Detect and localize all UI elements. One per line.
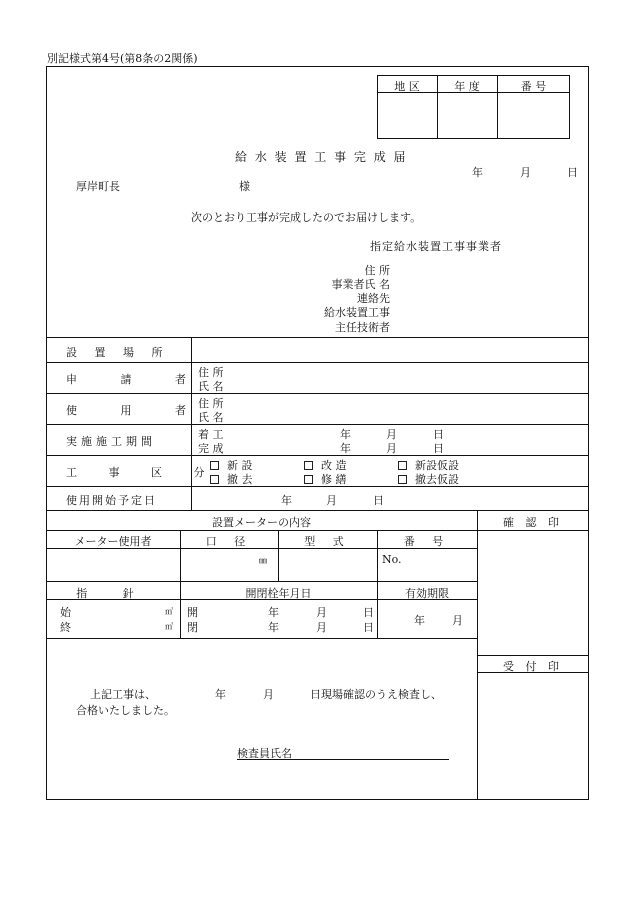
inspection-text-b: 日現場確認のうえ検査し、 (310, 688, 442, 701)
m3-unit: ㎥ (165, 622, 173, 631)
expiry-month: 月 (452, 614, 463, 627)
m3-unit: ㎥ (165, 607, 173, 616)
engineer-label-1: 給水装置工事 (324, 306, 390, 319)
inspection-month: 月 (263, 688, 274, 701)
form-reference: 別記様式第4号(第8条の2関係) (47, 52, 198, 65)
checkbox[interactable] (210, 475, 219, 484)
user-name-label: 氏 名 (198, 411, 224, 424)
row-label-use-start: 使用開始予定日 (66, 494, 157, 507)
open-month: 月 (316, 606, 327, 619)
expiry-header: 有効期限 (405, 587, 449, 600)
mm-unit: ㎜ (259, 556, 267, 565)
engineer-label-2: 主任技術者 (335, 321, 390, 334)
complete-label: 完 成 (198, 442, 224, 455)
model-header: 型 式 (304, 535, 351, 548)
row-label-applicant: 申 請 者 (66, 373, 206, 386)
close-day: 日 (363, 621, 374, 634)
start-day-label: 日 (433, 428, 444, 441)
id-year-field[interactable] (438, 94, 496, 138)
diameter-header: 口 径 (205, 535, 253, 548)
valve-date-header: 開閉栓年月日 (245, 587, 312, 600)
start-label: 着 工 (198, 428, 224, 441)
open-day: 日 (363, 606, 374, 619)
row-line (46, 424, 589, 425)
applicant-field[interactable] (240, 363, 588, 392)
confirm-seal-label: 確 認 印 (503, 516, 563, 529)
receipt-seal-label: 受 付 印 (503, 660, 563, 673)
meter-section-title: 設置メーターの内容 (212, 516, 311, 529)
user-address-label: 住 所 (198, 397, 224, 410)
category-new[interactable]: 新 設 (210, 457, 253, 473)
complete-month-label: 月 (386, 442, 397, 455)
applicant-name-label: 氏 名 (198, 380, 224, 393)
row-line (46, 581, 477, 582)
inspector-label: 検査員氏名 (237, 747, 292, 760)
category-remove-temp[interactable]: 撤去仮設 (398, 471, 459, 487)
category-repair[interactable]: 修 繕 (304, 471, 347, 487)
contractor-name-label: 事業者氏 名 (331, 278, 390, 291)
row-label-location: 設 置 場 所 (66, 346, 170, 359)
row-line (477, 655, 589, 656)
open-year: 年 (268, 606, 279, 619)
id-number-label: 番 号 (520, 80, 547, 93)
serial-header: 番 号 (403, 535, 451, 548)
label-column-divider (191, 337, 192, 510)
row-label-category: 工 事 区 分 (66, 466, 219, 479)
contractor-heading: 指定給水装置工事事業者 (370, 240, 502, 253)
expiry-year: 年 (414, 614, 425, 627)
start-month-label: 月 (386, 428, 397, 441)
meter-user-header: メーター使用者 (74, 535, 152, 548)
date-day-label: 日 (567, 166, 578, 179)
contractor-contact-label: 連絡先 (357, 292, 390, 305)
intro-text: 次のとおり工事が完成したのでお届けします。 (191, 211, 422, 224)
inspection-year: 年 (215, 688, 226, 701)
date-year-label: 年 (472, 166, 483, 179)
no-label: No. (382, 553, 402, 566)
honorific: 様 (239, 180, 250, 193)
inspection-text-a: 上記工事は、 (90, 688, 156, 701)
location-field[interactable] (191, 338, 588, 361)
close-label: 閉 (187, 621, 198, 634)
close-month: 月 (316, 621, 327, 634)
id-year-label: 年 度 (454, 80, 480, 93)
start-year-label: 年 (340, 428, 351, 441)
open-label: 開 (187, 606, 198, 619)
form-title: 給 水 装 置 工 事 完 成 届 (235, 150, 408, 164)
row-label-period: 実施施工期間 (66, 435, 156, 448)
checkbox[interactable] (304, 461, 313, 470)
applicant-address-label: 住 所 (198, 366, 224, 379)
complete-year-label: 年 (340, 442, 351, 455)
checkbox[interactable] (210, 461, 219, 470)
contractor-address-label: 住 所 (364, 264, 390, 277)
id-area-label: 地 区 (394, 80, 420, 93)
row-line (46, 530, 589, 531)
checkbox[interactable] (304, 475, 313, 484)
inspection-text-c: 合格いたしました。 (76, 704, 175, 717)
user-field[interactable] (240, 394, 588, 423)
category-new-temp[interactable]: 新設仮設 (398, 457, 459, 473)
inspector-signature-line[interactable] (237, 759, 449, 760)
reading-end-label: 終 (60, 621, 71, 634)
category-remodel[interactable]: 改 造 (304, 457, 347, 473)
addressee: 厚岸町長 (76, 180, 120, 193)
complete-day-label: 日 (433, 442, 444, 455)
close-year: 年 (268, 621, 279, 634)
use-start-year-label: 年 (281, 494, 292, 507)
id-number-field[interactable] (498, 94, 569, 138)
row-line (46, 510, 589, 511)
row-label-user: 使 用 者 (66, 404, 206, 417)
id-area-field[interactable] (378, 94, 436, 138)
checkbox[interactable] (398, 475, 407, 484)
reading-begin-label: 始 (60, 606, 71, 619)
use-start-month-label: 月 (326, 494, 337, 507)
reading-header: 指 針 (76, 587, 150, 600)
row-line (46, 455, 589, 456)
use-start-day-label: 日 (373, 494, 384, 507)
row-line (46, 638, 477, 639)
category-remove[interactable]: 撤 去 (210, 471, 253, 487)
date-month-label: 月 (520, 166, 531, 179)
checkbox[interactable] (398, 461, 407, 470)
